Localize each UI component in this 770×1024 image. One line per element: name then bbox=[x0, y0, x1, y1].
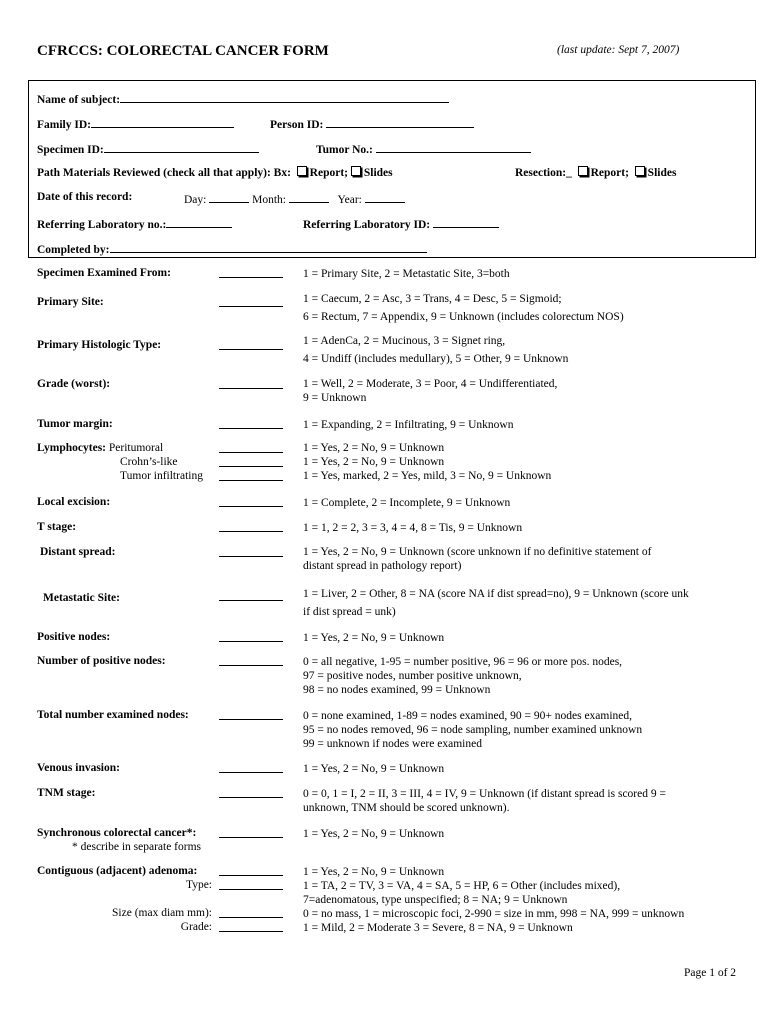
name-of-subject-label: Name of subject: bbox=[37, 94, 121, 106]
venous-invasion-options: 1 = Yes, 2 = No, 9 = Unknown bbox=[303, 763, 445, 775]
path-materials-row bbox=[37, 166, 393, 179]
histologic-type-options-line1: 1 = AdenCa, 2 = Mucinous, 3 = Signet ring, bbox=[303, 335, 506, 347]
total-examined-nodes-options bbox=[303, 709, 748, 751]
person-id-field[interactable] bbox=[326, 116, 474, 128]
venous-invasion-label: Venous invasion: bbox=[37, 762, 120, 774]
total-examined-nodes-options-line2: 95 = no nodes removed, 96 = node sampling, number examined unknown bbox=[303, 724, 643, 736]
person-id-label: Person ID: bbox=[270, 119, 324, 131]
resection-slides-checkbox[interactable] bbox=[635, 166, 645, 176]
person-id-row bbox=[270, 116, 474, 131]
primary-site-label: Primary Site: bbox=[37, 296, 104, 308]
tnm-stage-options-line1: 0 = 0, 1 = I, 2 = II, 3 = III, 4 = IV, 9 = Unknown (if distant spread is scored 9 = bbox=[303, 788, 666, 800]
crohns-options: 1 = Yes, 2 = No, 9 = Unknown bbox=[303, 456, 445, 468]
positive-nodes-label: Positive nodes: bbox=[37, 631, 111, 643]
family-id-row bbox=[37, 116, 234, 131]
positive-nodes-field[interactable] bbox=[219, 631, 283, 645]
last-update: (last update: Sept 7, 2007) bbox=[557, 44, 680, 56]
day-label: Day: bbox=[184, 194, 207, 206]
distant-spread-options-line2: distant spread in pathology report) bbox=[303, 560, 462, 572]
referring-lab-id-row bbox=[303, 216, 499, 231]
resection-slides-label: Slides bbox=[647, 167, 677, 179]
peritumoral-label: Peritumoral bbox=[108, 442, 164, 454]
tnm-stage-options bbox=[303, 787, 748, 815]
referring-lab-id-field[interactable] bbox=[433, 216, 499, 228]
number-positive-nodes-options-line2: 97 = positive nodes, number positive unknown, bbox=[303, 670, 522, 682]
number-positive-nodes-label: Number of positive nodes: bbox=[37, 655, 166, 667]
name-of-subject-row bbox=[37, 91, 449, 106]
completed-by-row bbox=[37, 241, 427, 256]
contiguous-grade-label: Grade: bbox=[180, 921, 212, 933]
total-examined-nodes-options-line3: 99 = unknown if nodes were examined bbox=[303, 738, 482, 750]
number-positive-nodes-options-line1: 0 = all negative, 1-95 = number positive, 96 = 96 or more pos. nodes, bbox=[303, 656, 623, 668]
date-fields bbox=[184, 191, 405, 206]
histologic-type-label: Primary Histologic Type: bbox=[37, 339, 162, 351]
lymphocytes-label bbox=[37, 442, 163, 454]
grade-field[interactable] bbox=[219, 378, 283, 392]
tumor-infiltrating-options: 1 = Yes, marked, 2 = Yes, mild, 3 = No, 9 = Unknown bbox=[303, 470, 552, 482]
bx-report-checkbox[interactable] bbox=[297, 166, 307, 176]
local-excision-field[interactable] bbox=[219, 496, 283, 510]
distant-spread-field[interactable] bbox=[219, 546, 283, 560]
tumor-no-label: Tumor No.: bbox=[316, 144, 373, 156]
venous-invasion-field[interactable] bbox=[219, 762, 283, 776]
tumor-no-row bbox=[316, 141, 531, 156]
tumor-no-field[interactable] bbox=[376, 141, 531, 153]
bx-slides-label: Slides bbox=[363, 167, 393, 179]
bx-report-label: Report; bbox=[309, 167, 348, 179]
bx-label: Bx: bbox=[273, 167, 291, 179]
tnm-stage-label: TNM stage: bbox=[37, 787, 96, 799]
contiguous-size-label: Size (max diam mm): bbox=[112, 907, 212, 919]
tumor-margin-options: 1 = Expanding, 2 = Infiltrating, 9 = Unknown bbox=[303, 419, 514, 431]
synchronous-options: 1 = Yes, 2 = No, 9 = Unknown bbox=[303, 828, 445, 840]
histologic-type-options bbox=[303, 334, 748, 366]
resection-row bbox=[515, 166, 676, 179]
bx-slides-checkbox[interactable] bbox=[351, 166, 361, 176]
path-materials-label: Path Materials Reviewed (check all that apply): bbox=[37, 167, 271, 179]
page-number: Page 1 of 2 bbox=[684, 967, 737, 979]
positive-nodes-options: 1 = Yes, 2 = No, 9 = Unknown bbox=[303, 632, 445, 644]
year-label: Year: bbox=[337, 194, 362, 206]
histologic-type-options-line2: 4 = Undiff (includes medullary), 5 = Other, 9 = Unknown bbox=[303, 353, 569, 365]
crohns-label: Crohn’s-like bbox=[120, 456, 178, 468]
tnm-stage-options-line2: unknown, TNM should be scored unknown). bbox=[303, 802, 510, 814]
number-positive-nodes-field[interactable] bbox=[219, 655, 283, 669]
specimen-id-row bbox=[37, 141, 259, 156]
resection-report-checkbox[interactable] bbox=[578, 166, 588, 176]
contiguous-options-line1: 1 = Yes, 2 = No, 9 = Unknown bbox=[303, 866, 445, 878]
synchronous-note: * describe in separate forms bbox=[72, 841, 202, 853]
total-examined-nodes-options-line1: 0 = none examined, 1-89 = nodes examined, 90 = 90+ nodes examined, bbox=[303, 710, 633, 722]
month-label: Month: bbox=[252, 194, 286, 206]
contiguous-grade-field[interactable] bbox=[219, 921, 283, 935]
resection-report-label: Report; bbox=[590, 167, 629, 179]
grade-label: Grade (worst): bbox=[37, 378, 111, 390]
contiguous-label: Contiguous (adjacent) adenoma: bbox=[37, 865, 198, 877]
contiguous-size-options: 0 = no mass, 1 = microscopic foci, 2-990 = size in mm, 998 = NA, 999 = unknown bbox=[303, 908, 685, 920]
number-positive-nodes-options bbox=[303, 655, 748, 697]
date-of-record-label: Date of this record: bbox=[37, 191, 133, 203]
specimen-examined-field[interactable] bbox=[219, 267, 283, 281]
total-examined-nodes-label: Total number examined nodes: bbox=[37, 709, 189, 721]
crohns-field[interactable] bbox=[219, 456, 283, 470]
metastatic-site-field[interactable] bbox=[219, 590, 283, 604]
completed-by-label: Completed by: bbox=[37, 244, 110, 256]
primary-site-options-line1: 1 = Caecum, 2 = Asc, 3 = Trans, 4 = Desc, 5 = Sigmoid; bbox=[303, 293, 562, 305]
contiguous-type-field[interactable] bbox=[219, 879, 283, 893]
tumor-infiltrating-label: Tumor infiltrating bbox=[120, 470, 203, 482]
family-id-label: Family ID: bbox=[37, 119, 91, 131]
specimen-id-field[interactable] bbox=[104, 141, 259, 153]
day-field[interactable] bbox=[209, 191, 249, 203]
specimen-id-label: Specimen ID: bbox=[37, 144, 104, 156]
grade-options-line1: 1 = Well, 2 = Moderate, 3 = Poor, 4 = Undifferentiated, bbox=[303, 378, 558, 390]
distant-spread-options-line1: 1 = Yes, 2 = No, 9 = Unknown (score unknown if no definitive statement of bbox=[303, 546, 652, 558]
peritumoral-options: 1 = Yes, 2 = No, 9 = Unknown bbox=[303, 442, 445, 454]
contiguous-field[interactable] bbox=[219, 865, 283, 879]
t-stage-options: 1 = 1, 2 = 2, 3 = 3, 4 = 4, 8 = Tis, 9 = Unknown bbox=[303, 522, 523, 534]
peritumoral-field[interactable] bbox=[219, 442, 283, 456]
tumor-margin-label: Tumor margin: bbox=[37, 418, 113, 430]
resection-label: Resection:_ bbox=[515, 167, 572, 179]
family-id-field[interactable] bbox=[91, 116, 234, 128]
lymphocytes-options bbox=[303, 441, 748, 483]
metastatic-site-options bbox=[303, 587, 748, 619]
grade-options bbox=[303, 377, 748, 405]
specimen-examined-options: 1 = Primary Site, 2 = Metastatic Site, 3=both bbox=[303, 268, 510, 280]
contiguous-type-options-line2: 7=adenomatous, type unspecified; 8 = NA; 9 = Unknown bbox=[303, 894, 568, 906]
contiguous-options bbox=[303, 865, 748, 935]
completed-by-field[interactable] bbox=[110, 241, 427, 253]
contiguous-type-label: Type: bbox=[185, 879, 212, 891]
number-positive-nodes-options-line3: 98 = no nodes examined, 99 = Unknown bbox=[303, 684, 491, 696]
metastatic-site-label: Metastatic Site: bbox=[43, 592, 120, 604]
primary-site-field[interactable] bbox=[219, 296, 283, 310]
referring-lab-id-label: Referring Laboratory ID: bbox=[303, 219, 431, 231]
total-examined-nodes-field[interactable] bbox=[219, 709, 283, 723]
referring-lab-no-row bbox=[37, 216, 232, 231]
distant-spread-options bbox=[303, 545, 748, 573]
synchronous-field[interactable] bbox=[219, 827, 283, 841]
t-stage-field[interactable] bbox=[219, 521, 283, 535]
t-stage-label: T stage: bbox=[37, 521, 77, 533]
name-of-subject-field[interactable] bbox=[120, 91, 449, 103]
year-field[interactable] bbox=[365, 191, 405, 203]
referring-lab-no-label: Referring Laboratory no.: bbox=[37, 219, 167, 231]
tumor-margin-field[interactable] bbox=[219, 418, 283, 432]
lymphocytes-title: Lymphocytes: bbox=[37, 442, 106, 454]
specimen-examined-label: Specimen Examined From: bbox=[37, 267, 171, 279]
contiguous-type-options-line1: 1 = TA, 2 = TV, 3 = VA, 4 = SA, 5 = HP, 6 = Other (includes mixed), bbox=[303, 880, 621, 892]
metastatic-site-options-line2: if dist spread = unk) bbox=[303, 606, 396, 618]
tumor-infiltrating-field[interactable] bbox=[219, 470, 283, 484]
synchronous-label: Synchronous colorectal cancer*: bbox=[37, 827, 197, 839]
tnm-stage-field[interactable] bbox=[219, 787, 283, 801]
contiguous-grade-options: 1 = Mild, 2 = Moderate 3 = Severe, 8 = NA, 9 = Unknown bbox=[303, 922, 573, 934]
local-excision-label: Local excision: bbox=[37, 496, 111, 508]
form-title: CFRCCS: COLORECTAL CANCER FORM bbox=[37, 43, 329, 59]
primary-site-options-line2: 6 = Rectum, 7 = Appendix, 9 = Unknown (includes colorectum NOS) bbox=[303, 311, 624, 323]
primary-site-options bbox=[303, 292, 748, 324]
referring-lab-no-field[interactable] bbox=[166, 216, 232, 228]
month-field[interactable] bbox=[289, 191, 329, 203]
local-excision-options: 1 = Complete, 2 = Incomplete, 9 = Unknown bbox=[303, 497, 511, 509]
distant-spread-label: Distant spread: bbox=[40, 546, 116, 558]
grade-options-line2: 9 = Unknown bbox=[303, 392, 367, 404]
metastatic-site-options-line1: 1 = Liver, 2 = Other, 8 = NA (score NA if dist spread=no), 9 = Unknown (score unk bbox=[303, 588, 689, 600]
contiguous-size-field[interactable] bbox=[219, 907, 283, 921]
histologic-type-field[interactable] bbox=[219, 339, 283, 353]
